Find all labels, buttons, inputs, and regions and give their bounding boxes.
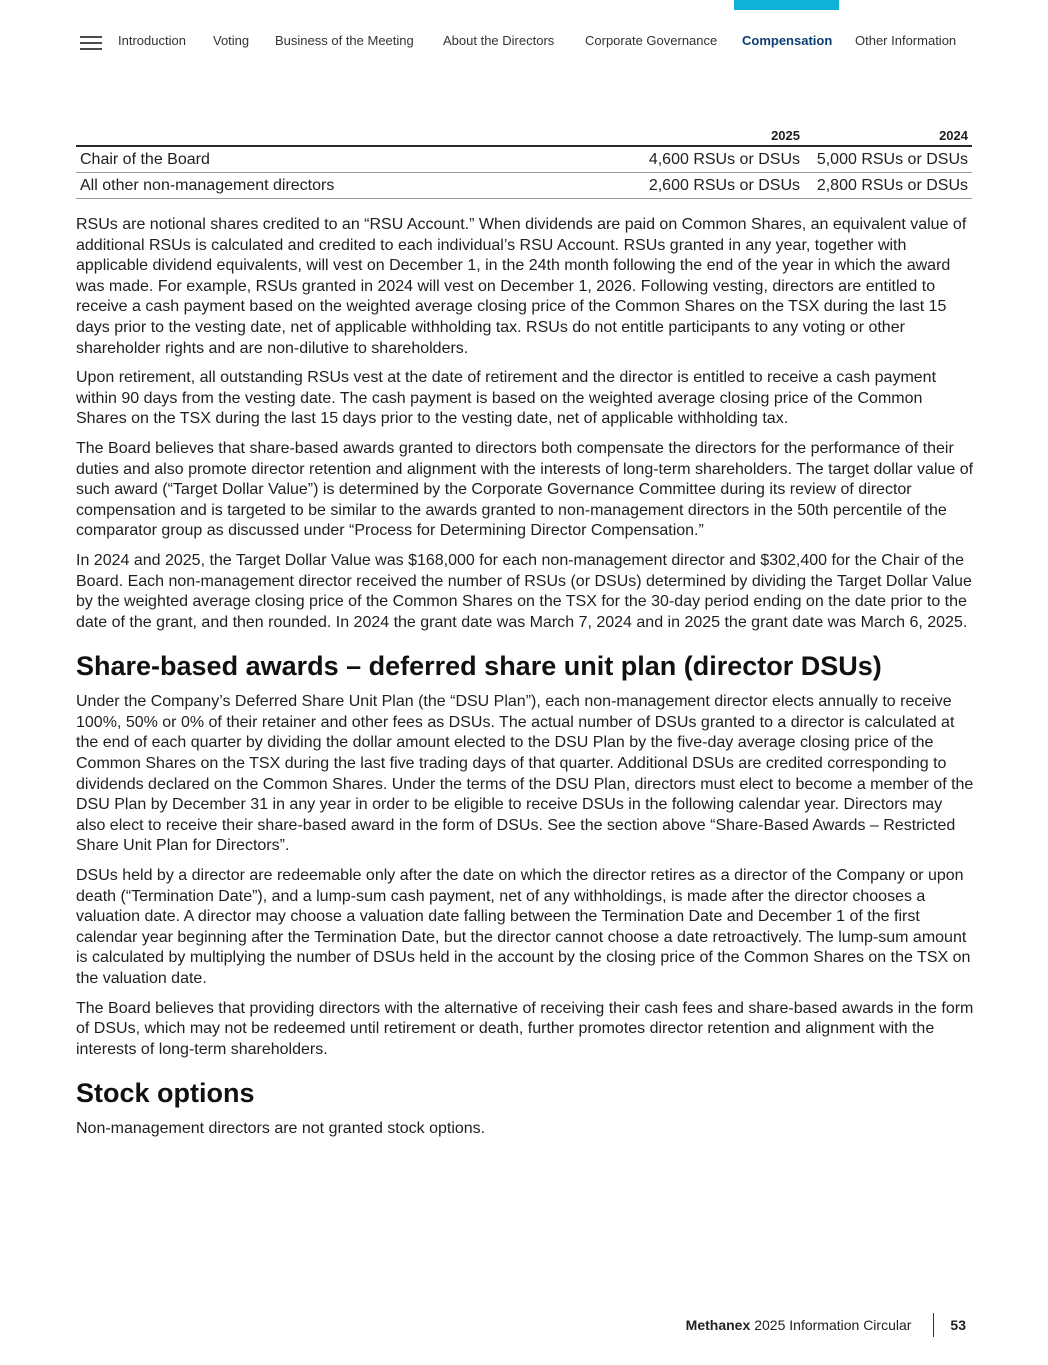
page-footer — [686, 1314, 966, 1336]
active-tab-indicator — [734, 0, 839, 10]
table-row — [76, 146, 972, 173]
nav-item-voting[interactable]: Voting — [213, 33, 250, 48]
hamburger-menu-icon[interactable] — [80, 36, 102, 50]
footer-document-title: 2025 Information Circular — [754, 1317, 912, 1333]
nav-item-about-the-directors[interactable]: About the Directors — [443, 33, 555, 48]
nav-item-compensation[interactable]: Compensation — [742, 33, 833, 48]
row-value-2025: 4,600 RSUs or DSUs — [648, 150, 800, 168]
nav-item-business-of-the-meeting[interactable]: Business of the Meeting — [275, 33, 414, 48]
table-header-2024: 2024 — [939, 128, 968, 143]
footer-divider — [933, 1313, 934, 1337]
top-navigation — [0, 0, 1048, 60]
row-label: All other non-management directors — [80, 176, 335, 194]
table-header-label — [76, 126, 626, 146]
paragraph-retirement: Upon retirement, all outstanding RSUs vest at the date of retirement and the director is entitled to receive a cash payment within 90 days from the vesting date. The cash payment is based on the weighted average closing price of the Common Shares on the TSX during the last 15 days prior to the vesting date, net of applicable withholding tax. — [76, 369, 937, 428]
table-header-row — [76, 126, 972, 146]
share-award-table — [76, 126, 972, 199]
paragraph-stock-options: Non-management directors are not granted stock options. — [76, 1120, 486, 1138]
row-value-2025: 2,600 RSUs or DSUs — [648, 176, 800, 194]
nav-item-introduction[interactable]: Introduction — [118, 33, 186, 48]
table-header-2025: 2025 — [771, 128, 800, 143]
heading-stock-options: Stock options — [76, 1078, 255, 1109]
row-value-2024: 2,800 RSUs or DSUs — [816, 176, 968, 194]
footer-brand: Methanex — [685, 1317, 751, 1333]
paragraph-target-dollar-value: In 2024 and 2025, the Target Dollar Value was $168,000 for each non-management director and $302,400 for the Chair of the Board. Each non-management director received the number of RSUs (or DSUs) determined by dividing the Target Dollar Value by the weighted average closing price of the Common Shares on the TSX for the 30-day period ending on the date prior to the date of the grant, and then rounded. In 2024 the grant date was March 7, 2024 and in 2025 the grant date was March 6, 2025. — [76, 551, 972, 631]
nav-item-other-information[interactable]: Other Information — [855, 33, 957, 48]
paragraph-dsu-redemption: DSUs held by a director are redeemable only after the date on which the director retires as a director of the Company or upon death (“Termination Date”), and a lump-sum cash payment, net of any withholdings, is made after the director chooses a valuation date. A director may choose a valuation date falling between the Termination Date and December 1 of the first calendar year beginning after the Termination Date, but the director cannot choose a date retroactively. The lump-sum amount is calculated by multiplying the number of DSUs held in the account by the closing price of the Common Shares on the TSX on the valuation date. — [76, 867, 971, 987]
paragraph-dsu-plan: Under the Company’s Deferred Share Unit Plan (the “DSU Plan”), each non-management director elects annually to receive 100%, 50% or 0% of their retainer and other fees as DSUs. The actual number of DSUs granted to a director is calculated at the end of each quarter by dividing the dollar amount elected to the DSU Plan by the five-day average closing price of the Common Shares on the TSX during the last five trading days of that quarter. Additional DSUs are credited corresponding to dividends declared on the Common Shares. Under the terms of the DSU Plan, directors must elect to become a member of the DSU Plan by December 31 in any year in order to be eligible to receive DSUs in the following calendar year. Directors may also elect to receive their share-based award in the form of DSUs. See the section above “Share-Based Awards – Restricted Share Unit Plan for Directors”. — [76, 693, 974, 855]
paragraph-board-belief: The Board believes that share-based awards granted to directors both compensate the directors for the performance of their duties and also promote director retention and alignment with the interests of long-term shareholders. The target dollar value of such award (“Target Dollar Value”) is determined by the Corporate Governance Committee during its review of director compensation and is targeted to be similar to the awards granted to non-management directors in the 50th percentile of the comparator group as discussed under “Process for Determining Director Compensation.” — [76, 439, 974, 540]
paragraph-dsu-board-belief: The Board believes that providing directors with the alternative of receiving their cash fees and share-based awards in the form of DSUs, which may not be redeemed until retirement or death, further promotes director retention and alignment with the interests of long-term shareholders. — [76, 999, 974, 1058]
row-value-2024: 5,000 RSUs or DSUs — [816, 150, 968, 168]
heading-dsu-plan: Share-based awards – deferred share unit plan (director DSUs) — [76, 651, 882, 682]
page-number: 53 — [950, 1317, 966, 1333]
main-content — [76, 215, 974, 1149]
paragraph-rsu-accounts: RSUs are notional shares credited to an “RSU Account.” When dividends are paid on Common Shares, an equivalent value of additional RSUs is calculated and credited to each individual’s RSU Account. RSUs granted in any year, together with applicable dividend equivalents, will vest on December 1, in the 24th month following the end of the year in which the award was made. For example, RSUs granted in 2024 will vest on December 1, 2026. Following vesting, directors are entitled to receive a cash payment based on the weighted average closing price of the Common Shares on the TSX during the last 15 days prior to the vesting date, net of applicable withholding tax. RSUs do not entitle participants to any voting or other shareholder rights and are non-dilutive to shareholders. — [76, 216, 967, 357]
nav-item-corporate-governance[interactable]: Corporate Governance — [585, 33, 718, 48]
row-label: Chair of the Board — [80, 150, 210, 168]
table-row — [76, 173, 972, 199]
